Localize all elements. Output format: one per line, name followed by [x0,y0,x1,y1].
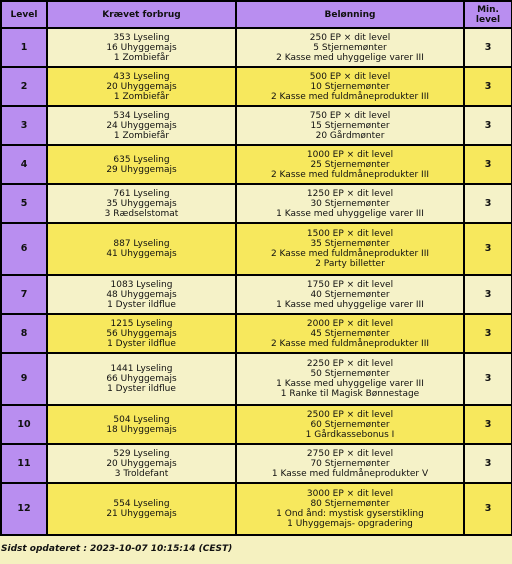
requirement-line: 18 Uhyggemajs [106,424,177,435]
level-cell: 2 [1,67,47,106]
reward-line: 2 Kasse med fuldmåneprodukter III [270,249,430,259]
table-row [1,314,512,353]
requirement-cell [47,275,236,314]
reward-line: 1000 EP × dit level [306,149,394,160]
requirement-line: 1 Zombiefår [113,91,170,102]
reward-line: 45 Stjernemønter [310,328,390,339]
requirement-line: 3 Rædselstomat [104,208,179,219]
requirement-cell [47,314,236,353]
level-cell: 1 [1,28,47,67]
reward-line: 2750 EP × dit level [306,448,394,459]
table-row [1,184,512,223]
reward-cell [236,353,464,405]
min-level-cell: 3 [464,67,512,106]
requirement-cell [47,444,236,483]
reward-line: 5 Stjernemønter [313,42,387,53]
min-level-cell: 3 [464,275,512,314]
reward-cell [236,444,464,483]
requirement-line: 66 Uhyggemajs [106,374,177,384]
table-row [1,145,512,184]
min-level-cell: 3 [464,145,512,184]
requirement-line: 433 Lyseling [113,71,170,82]
reward-cell [236,275,464,314]
reward-line: 60 Stjernemønter [310,419,390,430]
requirement-line: 21 Uhyggemajs [106,509,177,519]
requirement-line: 1 Zombiefår [113,130,170,141]
table-body [1,28,512,535]
requirement-line: 20 Uhyggemajs [106,81,177,92]
level-cell: 9 [1,353,47,405]
requirement-line: 24 Uhyggemajs [106,120,177,131]
table-row [1,275,512,314]
reward-line: 1750 EP × dit level [306,279,394,290]
reward-line: 1 Kasse med uhyggelige varer III [276,299,424,310]
requirement-line: 48 Uhyggemajs [106,289,177,300]
min-level-cell: 3 [464,444,512,483]
requirement-line: 1 Zombiefår [113,52,170,63]
reward-cell [236,223,464,275]
min-level-cell: 3 [464,405,512,444]
reward-line: 1 Uhyggemajs- opgradering [287,519,413,529]
table-row [1,483,512,535]
reward-line: 1 Ond ånd: mystisk gyserstikling [276,509,424,519]
min-level-cell: 3 [464,184,512,223]
min-level-cell: 3 [464,28,512,67]
reward-cell [236,314,464,353]
requirement-line: 35 Uhyggemajs [106,198,177,209]
reward-line: 1 Kasse med fuldmåneprodukter V [271,468,429,479]
reward-cell [236,483,464,535]
reward-line: 2500 EP × dit level [306,409,394,420]
reward-line: 70 Stjernemønter [310,458,390,469]
requirement-cell [47,184,236,223]
reward-line: 2 Kasse med fuldmåneprodukter III [270,169,430,180]
header-row [1,1,512,28]
reward-line: 15 Stjernemønter [310,120,390,131]
header-level: Level [1,1,47,28]
requirement-cell [47,223,236,275]
level-cell: 3 [1,106,47,145]
reward-line: 1 Ranke til Magisk Bønnestage [280,389,420,399]
reward-line: 500 EP × dit level [309,71,391,82]
requirement-cell [47,483,236,535]
table-row [1,28,512,67]
reward-line: 1 Kasse med uhyggelige varer III [276,208,424,219]
level-cell: 6 [1,223,47,275]
requirement-cell [47,28,236,67]
reward-line: 2 Kasse med uhyggelige varer III [276,52,424,63]
requirement-cell [47,405,236,444]
requirement-cell [47,106,236,145]
level-cell: 7 [1,275,47,314]
requirement-line: 29 Uhyggemajs [106,164,177,175]
reward-line: 1500 EP × dit level [306,229,394,239]
reward-line: 250 EP × dit level [309,32,391,43]
requirement-line: 635 Lyseling [113,154,170,165]
reward-line: 25 Stjernemønter [310,159,390,170]
reward-line: 35 Stjernemønter [310,239,390,249]
reward-line: 80 Stjernemønter [310,499,390,509]
requirement-line: 1 Dyster ildflue [107,299,176,310]
level-cell: 11 [1,444,47,483]
reward-cell [236,145,464,184]
reward-line: 2 Party billetter [315,259,385,269]
min-level-cell: 3 [464,223,512,275]
requirement-line: 1083 Lyseling [110,279,173,290]
reward-line: 2250 EP × dit level [306,359,394,369]
reward-line: 2 Kasse med fuldmåneprodukter III [270,91,430,102]
table-row [1,67,512,106]
reward-line: 50 Stjernemønter [310,369,390,379]
requirement-line: 353 Lyseling [113,32,170,43]
reward-cell [236,405,464,444]
requirement-line: 1 Dyster ildflue [107,384,176,394]
table-row [1,106,512,145]
requirement-line: 554 Lyseling [113,499,170,509]
table-row [1,444,512,483]
requirement-line: 20 Uhyggemajs [106,458,177,469]
requirement-line: 1 Dyster ildflue [107,338,176,349]
reward-line: 750 EP × dit level [309,110,391,121]
reward-line: 1250 EP × dit level [306,188,394,199]
requirement-cell [47,353,236,405]
level-cell: 8 [1,314,47,353]
header-min-level [464,1,512,28]
requirement-line: 887 Lyseling [113,239,170,249]
reward-line: 3000 EP × dit level [306,489,394,499]
requirement-line: 1441 Lyseling [110,364,173,374]
level-cell: 10 [1,405,47,444]
requirement-line: 3 Troldefant [114,468,169,479]
reward-line: 10 Stjernemønter [310,81,390,92]
reward-line: 1 Kasse med uhyggelige varer III [276,379,424,389]
requirement-line: 504 Lyseling [113,414,170,425]
requirement-line: 529 Lyseling [113,448,170,459]
level-cell: 4 [1,145,47,184]
level-cell: 12 [1,483,47,535]
reward-line: 40 Stjernemønter [310,289,390,300]
requirement-cell [47,67,236,106]
header-min-level-label: Min. level [475,4,501,25]
table-row [1,353,512,405]
requirement-line: 56 Uhyggemajs [106,328,177,339]
reward-line: 20 Gårdmønter [315,130,385,141]
header-reward: Belønning [236,1,464,28]
header-requirement: Krævet forbrug [47,1,236,28]
reward-cell [236,106,464,145]
table-row [1,223,512,275]
reward-cell [236,67,464,106]
reward-cell [236,28,464,67]
reward-line: 2000 EP × dit level [306,318,394,329]
last-updated: Sidst opdateret : 2023-10-07 10:15:14 (CEST) [1,544,233,554]
requirement-line: 1215 Lyseling [110,318,173,329]
min-level-cell: 3 [464,353,512,405]
reward-cell [236,184,464,223]
requirement-line: 761 Lyseling [113,188,170,199]
requirement-line: 534 Lyseling [113,110,170,121]
reward-line: 30 Stjernemønter [310,198,390,209]
level-cell: 5 [1,184,47,223]
min-level-cell: 3 [464,106,512,145]
reward-line: 1 Gårdkassebonus I [305,429,395,440]
reward-line: 2 Kasse med fuldmåneprodukter III [270,338,430,349]
min-level-cell: 3 [464,483,512,535]
requirement-line: 41 Uhyggemajs [106,249,177,259]
table-row [1,405,512,444]
requirement-line: 16 Uhyggemajs [106,42,177,53]
requirement-cell [47,145,236,184]
min-level-cell: 3 [464,314,512,353]
